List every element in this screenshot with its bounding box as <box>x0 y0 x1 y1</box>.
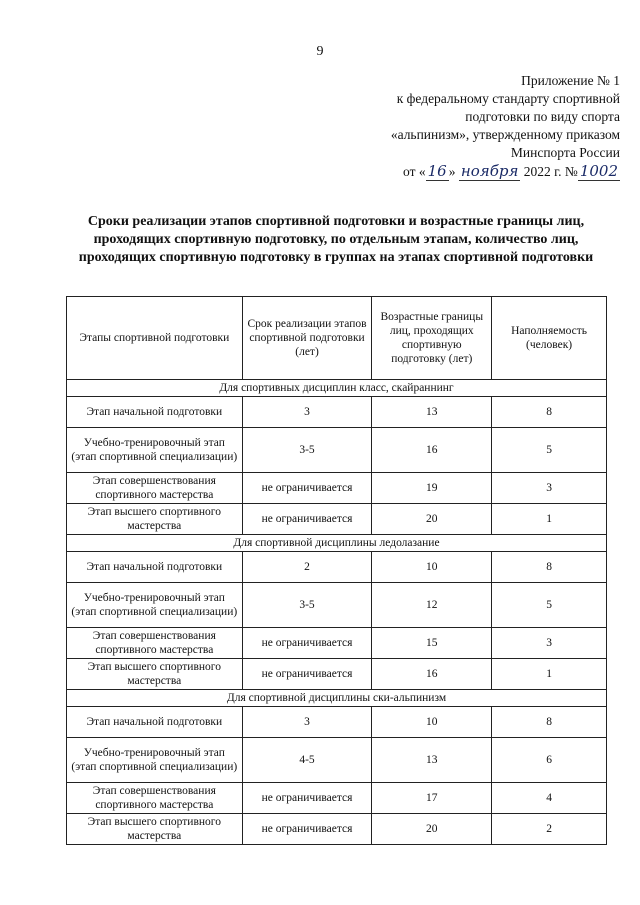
size-cell: 5 <box>492 428 607 473</box>
stage-cell: Этап совершенствования спортивного мастерства <box>67 473 243 504</box>
table-row <box>67 659 607 690</box>
order-date-line <box>330 162 620 181</box>
duration-cell: 3 <box>242 397 372 428</box>
section-row <box>67 690 607 707</box>
date-mid: » <box>448 164 456 179</box>
table-row <box>67 738 607 783</box>
age-cell: 16 <box>372 428 492 473</box>
age-cell: 10 <box>372 707 492 738</box>
duration-cell: 3-5 <box>242 428 372 473</box>
age-cell: 15 <box>372 628 492 659</box>
table-row <box>67 504 607 535</box>
handwritten-order-number: 1002 <box>579 162 618 180</box>
section-row <box>67 535 607 552</box>
age-cell: 12 <box>372 583 492 628</box>
table-row <box>67 783 607 814</box>
stage-cell: Этап начальной подготовки <box>67 552 243 583</box>
age-cell: 17 <box>372 783 492 814</box>
table-row <box>67 707 607 738</box>
size-cell: 6 <box>492 738 607 783</box>
document-title: Сроки реализации этапов спортивной подготовки и возрастные границы лиц, проходящих спортивную подготовку, по отдельным этапам, количество лиц, проходящих спортивную подготовку в группах на этапах спортивной подготовки <box>78 214 594 265</box>
table-row <box>67 814 607 845</box>
age-cell: 19 <box>372 473 492 504</box>
table-header-row <box>67 297 607 380</box>
size-cell: 8 <box>492 707 607 738</box>
year-text: 2022 г. № <box>523 164 578 179</box>
age-cell: 20 <box>372 504 492 535</box>
stage-cell: Этап высшего спортивного мастерства <box>67 659 243 690</box>
size-cell: 1 <box>492 659 607 690</box>
stage-cell: Этап высшего спортивного мастерства <box>67 504 243 535</box>
table-row <box>67 552 607 583</box>
age-cell: 16 <box>372 659 492 690</box>
table-row <box>67 583 607 628</box>
stage-cell: Этап совершенствования спортивного мастерства <box>67 628 243 659</box>
duration-cell: не ограничивается <box>242 504 372 535</box>
table-row <box>67 428 607 473</box>
duration-cell: не ограничивается <box>242 783 372 814</box>
appendix-line-5: Минспорта России <box>510 145 620 160</box>
size-cell: 4 <box>492 783 607 814</box>
header-duration: Срок реализации этапов спортивной подготовки (лет) <box>242 297 372 380</box>
section-title: Для спортивной дисциплины ски-альпинизм <box>67 690 607 707</box>
stages-table <box>66 296 607 845</box>
header-stage: Этапы спортивной подготовки <box>67 297 243 380</box>
stage-cell: Учебно-тренировочный этап (этап спортивной специализации) <box>67 738 243 783</box>
size-cell: 8 <box>492 397 607 428</box>
age-cell: 10 <box>372 552 492 583</box>
section-title: Для спортивных дисциплин класс, скайраннинг <box>67 380 607 397</box>
date-prefix: от « <box>403 164 426 179</box>
section-title: Для спортивной дисциплины ледолазание <box>67 535 607 552</box>
duration-cell: не ограничивается <box>242 473 372 504</box>
age-cell: 13 <box>372 397 492 428</box>
size-cell: 2 <box>492 814 607 845</box>
appendix-header <box>330 72 620 181</box>
stage-cell: Учебно-тренировочный этап (этап спортивной специализации) <box>67 428 243 473</box>
appendix-line-4: «альпинизм», утвержденному приказом <box>390 127 620 142</box>
duration-cell: не ограничивается <box>242 628 372 659</box>
section-row <box>67 380 607 397</box>
stage-cell: Этап высшего спортивного мастерства <box>67 814 243 845</box>
stage-cell: Этап начальной подготовки <box>67 397 243 428</box>
page-number: 9 <box>316 44 324 59</box>
stage-cell: Этап совершенствования спортивного мастерства <box>67 783 243 814</box>
size-cell: 5 <box>492 583 607 628</box>
duration-cell: 2 <box>242 552 372 583</box>
size-cell: 1 <box>492 504 607 535</box>
handwritten-month: ноября <box>460 162 519 180</box>
size-cell: 3 <box>492 473 607 504</box>
table-row <box>67 397 607 428</box>
handwritten-day: 16 <box>427 162 447 180</box>
header-size: Наполняемость (человек) <box>492 297 607 380</box>
table-row <box>67 473 607 504</box>
duration-cell: 3 <box>242 707 372 738</box>
table-row <box>67 628 607 659</box>
age-cell: 20 <box>372 814 492 845</box>
stage-cell: Этап начальной подготовки <box>67 707 243 738</box>
size-cell: 3 <box>492 628 607 659</box>
appendix-line-1: Приложение № 1 <box>521 73 620 88</box>
size-cell: 8 <box>492 552 607 583</box>
appendix-line-3: подготовки по виду спорта <box>465 109 620 124</box>
duration-cell: 3-5 <box>242 583 372 628</box>
duration-cell: не ограничивается <box>242 659 372 690</box>
stage-cell: Учебно-тренировочный этап (этап спортивной специализации) <box>67 583 243 628</box>
age-cell: 13 <box>372 738 492 783</box>
duration-cell: не ограничивается <box>242 814 372 845</box>
duration-cell: 4-5 <box>242 738 372 783</box>
header-age: Возрастные границы лиц, проходящих спортивную подготовку (лет) <box>372 297 492 380</box>
appendix-line-2: к федеральному стандарту спортивной <box>396 91 620 106</box>
